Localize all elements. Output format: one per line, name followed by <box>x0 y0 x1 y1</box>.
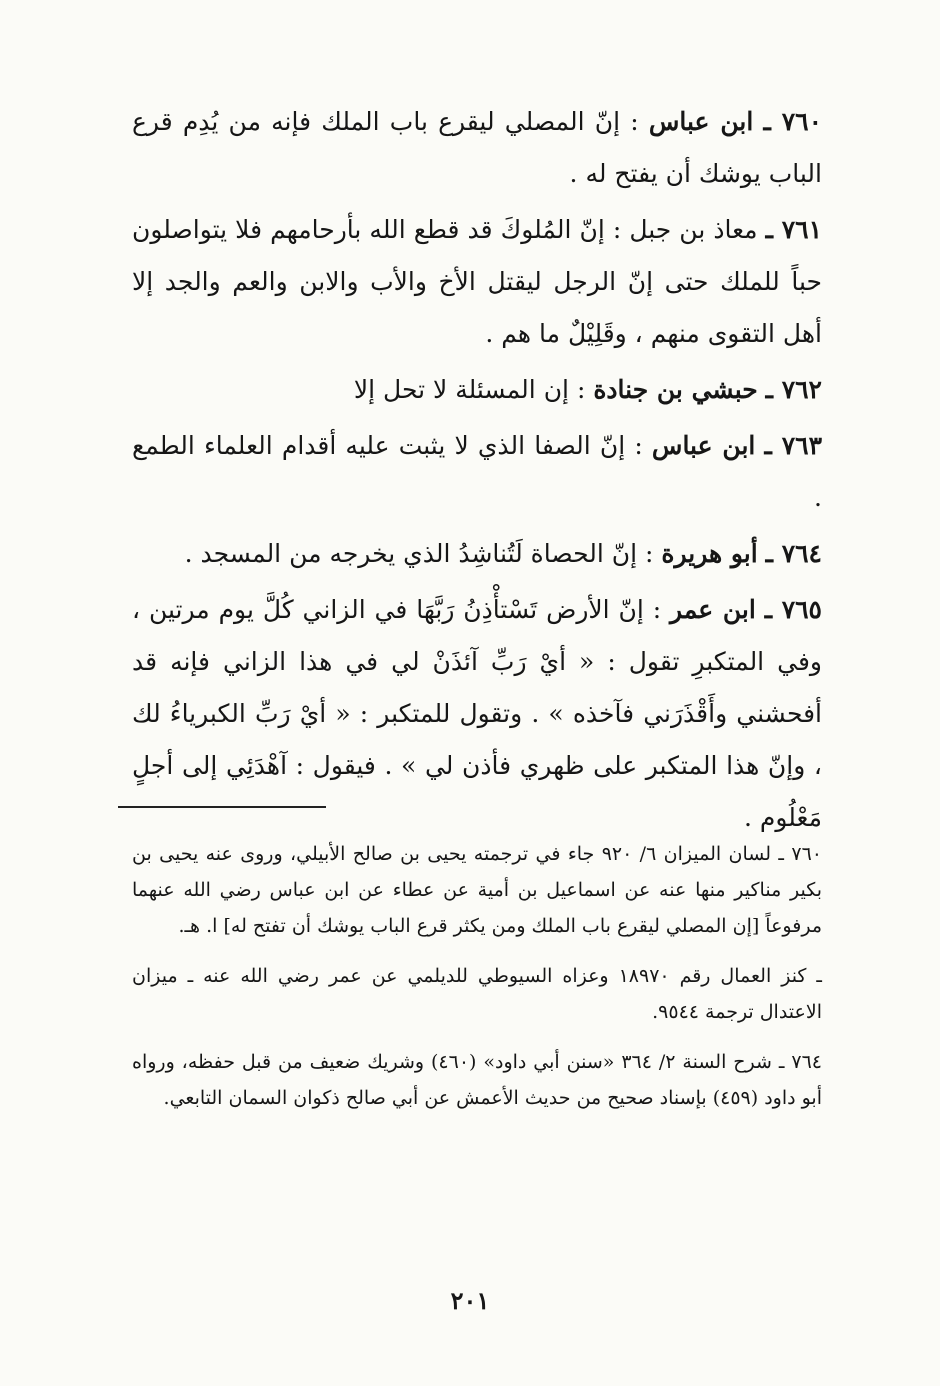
footnotes <box>132 836 822 1130</box>
entry-narrator: حبشي بن جنادة <box>593 375 758 404</box>
entry-760 <box>132 96 822 200</box>
entry-narrator: ابن عباس <box>651 431 756 460</box>
footnote-separator <box>118 806 326 808</box>
entry-narrator: ابن عمر <box>670 595 756 624</box>
footnote-kanz: ـ كنز العمال رقم ١٨٩٧٠ وعزاه السيوطي للديلمي عن عمر رضي الله عنه ـ ميزان الاعتدال ترجمة ٩٥٤٤. <box>132 965 822 1023</box>
entry-narrator: أبو هريرة <box>661 539 758 568</box>
main-text <box>132 96 822 848</box>
entry-number: ٧٦٣ ـ <box>764 431 823 460</box>
entry-text: : إنّ المصلي ليقرع باب الملك فإنه من يُدِم قرع الباب يوشك أن يفتح له . <box>132 107 822 188</box>
entry-number: ٧٦٢ ـ <box>765 375 822 404</box>
page-number: ٢٠١ <box>450 1286 490 1315</box>
entry-number: ٧٦١ ـ <box>765 215 823 244</box>
entry-text: : إنّ الصفا الذي لا يثبت عليه أقدام العلماء الطمع . <box>132 431 822 512</box>
entry-765 <box>132 584 822 844</box>
footnote-760: ٧٦٠ ـ لسان الميزان ٦/ ٩٢٠ جاء في ترجمته يحيى بن صالح الأبيلي، وروى عنه يحيى بن بكير مناكير منها عنه عن اسماعيل بن أمية عن عطاء عن ابن عباس رضي الله عنهما مرفوعاً [إن المصلي ليقرع باب الملك ومن يكثر قرع الباب يوشك أن تفتح له] ا. هـ. <box>132 843 822 937</box>
entry-number: ٧٦٥ ـ <box>764 595 822 624</box>
entry-number: ٧٦٤ ـ <box>765 539 822 568</box>
entry-text: : إنّ الأرض تَسْتأْذِنُ رَبَّهَا في الزاني كُلَّ يوم مرتين ، وفي المتكبرِ تقول : « أيْ رَبِّ آئذَنْ لي في هذا الزاني فإنه قد أفحشني وأَقْذَرَني فآخذه » . وتقول للمتكبر : « أيْ رَبِّ الكبرياءُ لك ، وإنّ هذا المتكبر على ظهري فأذن لي » . فيقول : آهْدَئِي إلى أجلٍ مَعْلُوم . <box>132 595 822 832</box>
entry-narrator: ابن عباس <box>648 107 754 136</box>
footnote-764: ٧٦٤ ـ شرح السنة ٢/ ٣٦٤ «سنن أبي داود» (٤٦٠) وشريك ضعيف من قبل حفظه، ورواه أبو داود (٤٥٩) بإسناد صحيح من حديث الأعمش عن أبي صالح ذكوان السمان التابعي. <box>132 1051 822 1109</box>
entry-764 <box>132 528 822 580</box>
entry-text: : إنّ الحصاة لَتُناشِدُ الذي يخرجه من المسجد . <box>184 539 654 568</box>
entry-text: : إن المسئلة لا تحل إلا <box>353 375 586 404</box>
entry-762 <box>132 364 822 416</box>
entry-number: ٧٦٠ ـ <box>763 107 823 136</box>
entry-text: : إنّ المُلوكَ قد قطع الله بأرحامهم فلا يتواصلون حباً للملك حتى إنّ الرجل ليقتل الأخ والأب والابن والعم والجد إلا أهل التقوى منهم ، وقَلِيْلٌ ما هم . <box>132 215 822 348</box>
entry-narrator: معاذ بن جبل <box>629 215 758 244</box>
entry-761 <box>132 204 822 360</box>
entry-763 <box>132 420 822 524</box>
